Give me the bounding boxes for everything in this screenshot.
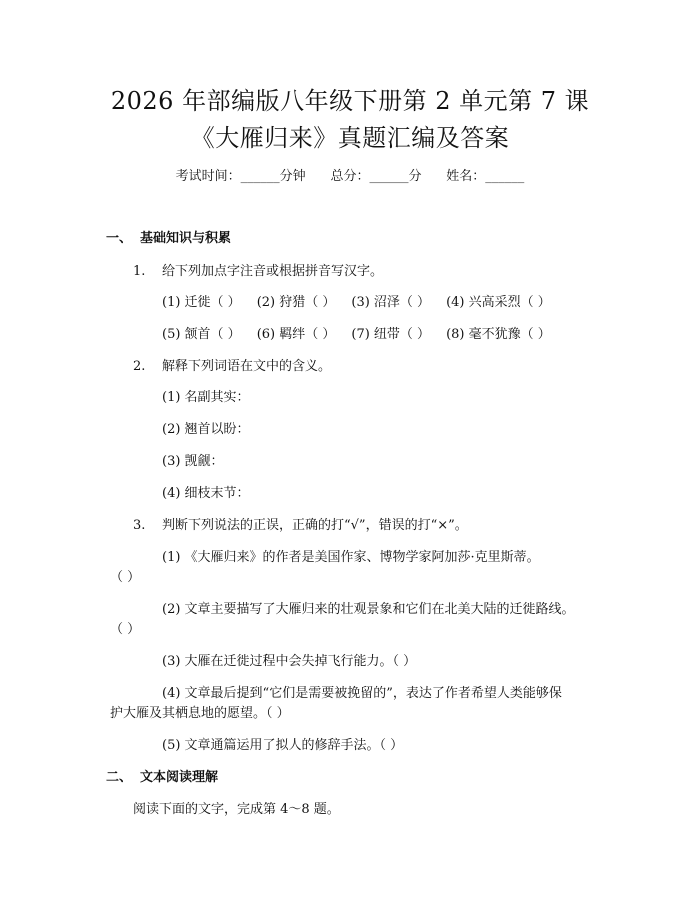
question-1-row-1 [162,294,551,312]
question-3-number: 3. [133,518,146,533]
question-3-text: 判断下列说法的正误，正确的打“√”，错误的打“×”。 [162,518,468,533]
q3-item-2-line-2: （ ） [110,622,141,637]
section-2-number: 二、 [106,770,133,785]
question-2-text: 解释下列词语在文中的含义。 [162,359,332,374]
exam-meta [0,168,700,186]
meta-name: 姓名：______ [446,169,525,184]
question-1-row-2 [162,326,551,344]
q1-option-8: (8) 毫不犹豫（ ） [446,327,551,342]
q2-item-1: (1) 名副其实： [162,390,250,405]
q3-item-1-line-1: (1) 《大雁归来》的作者是美国作家、博物学家阿加莎·克里斯蒂。 [162,550,540,565]
section-2-intro: 阅读下面的文字，完成第 4～8 题。 [133,802,340,817]
q3-item-3: (3) 大雁在迁徙过程中会失掉飞行能力。（ ） [162,654,417,669]
section-1-heading [106,230,231,248]
q1-option-2: (2) 狩猎（ ） [256,295,336,310]
q3-item-5: (5) 文章通篇运用了拟人的修辞手法。（ ） [162,738,404,753]
q2-item-4: (4) 细枝末节： [162,486,250,501]
q1-option-5: (5) 颔首（ ） [162,327,241,342]
q2-item-3: (3) 觊觎： [162,454,224,469]
question-2 [133,358,331,376]
title-line-2: 《大雁归来》真题汇编及答案 [190,124,510,152]
question-1-number: 1. [133,264,146,279]
section-2-title: 文本阅读理解 [140,770,219,785]
question-1-text: 给下列加点字注音或根据拼音写汉字。 [162,264,384,279]
q2-item-2: (2) 翘首以盼： [162,422,250,437]
meta-time: 考试时间：______分钟 [175,169,306,184]
section-1-title: 基础知识与积累 [140,231,232,246]
meta-score: 总分：______分 [330,169,422,184]
title-line-1: 2026 年部编版八年级下册第 2 单元第 7 课 [110,87,590,115]
question-3 [133,517,468,535]
section-1-number: 一、 [106,231,133,246]
question-2-number: 2. [133,359,146,374]
q1-option-6: (6) 羁绊（ ） [256,327,336,342]
q1-option-1: (1) 迁徙（ ） [162,295,241,310]
q1-option-7: (7) 纽带（ ） [351,327,431,342]
q3-item-1-line-2: （ ） [110,570,141,585]
q3-item-4-line-1: (4) 文章最后提到“它们是需要被挽留的”，表达了作者希望人类能够保 [162,686,562,701]
q3-item-4-line-2: 护大雁及其栖息地的愿望。（ ） [110,706,290,721]
q3-item-2-line-1: (2) 文章主要描写了大雁归来的壮观景象和它们在北美大陆的迁徙路线。 [162,602,575,617]
q1-option-3: (3) 沼泽（ ） [351,295,431,310]
question-1 [133,263,383,281]
q1-option-4: (4) 兴高采烈（ ） [446,295,551,310]
section-2-heading [106,769,218,787]
